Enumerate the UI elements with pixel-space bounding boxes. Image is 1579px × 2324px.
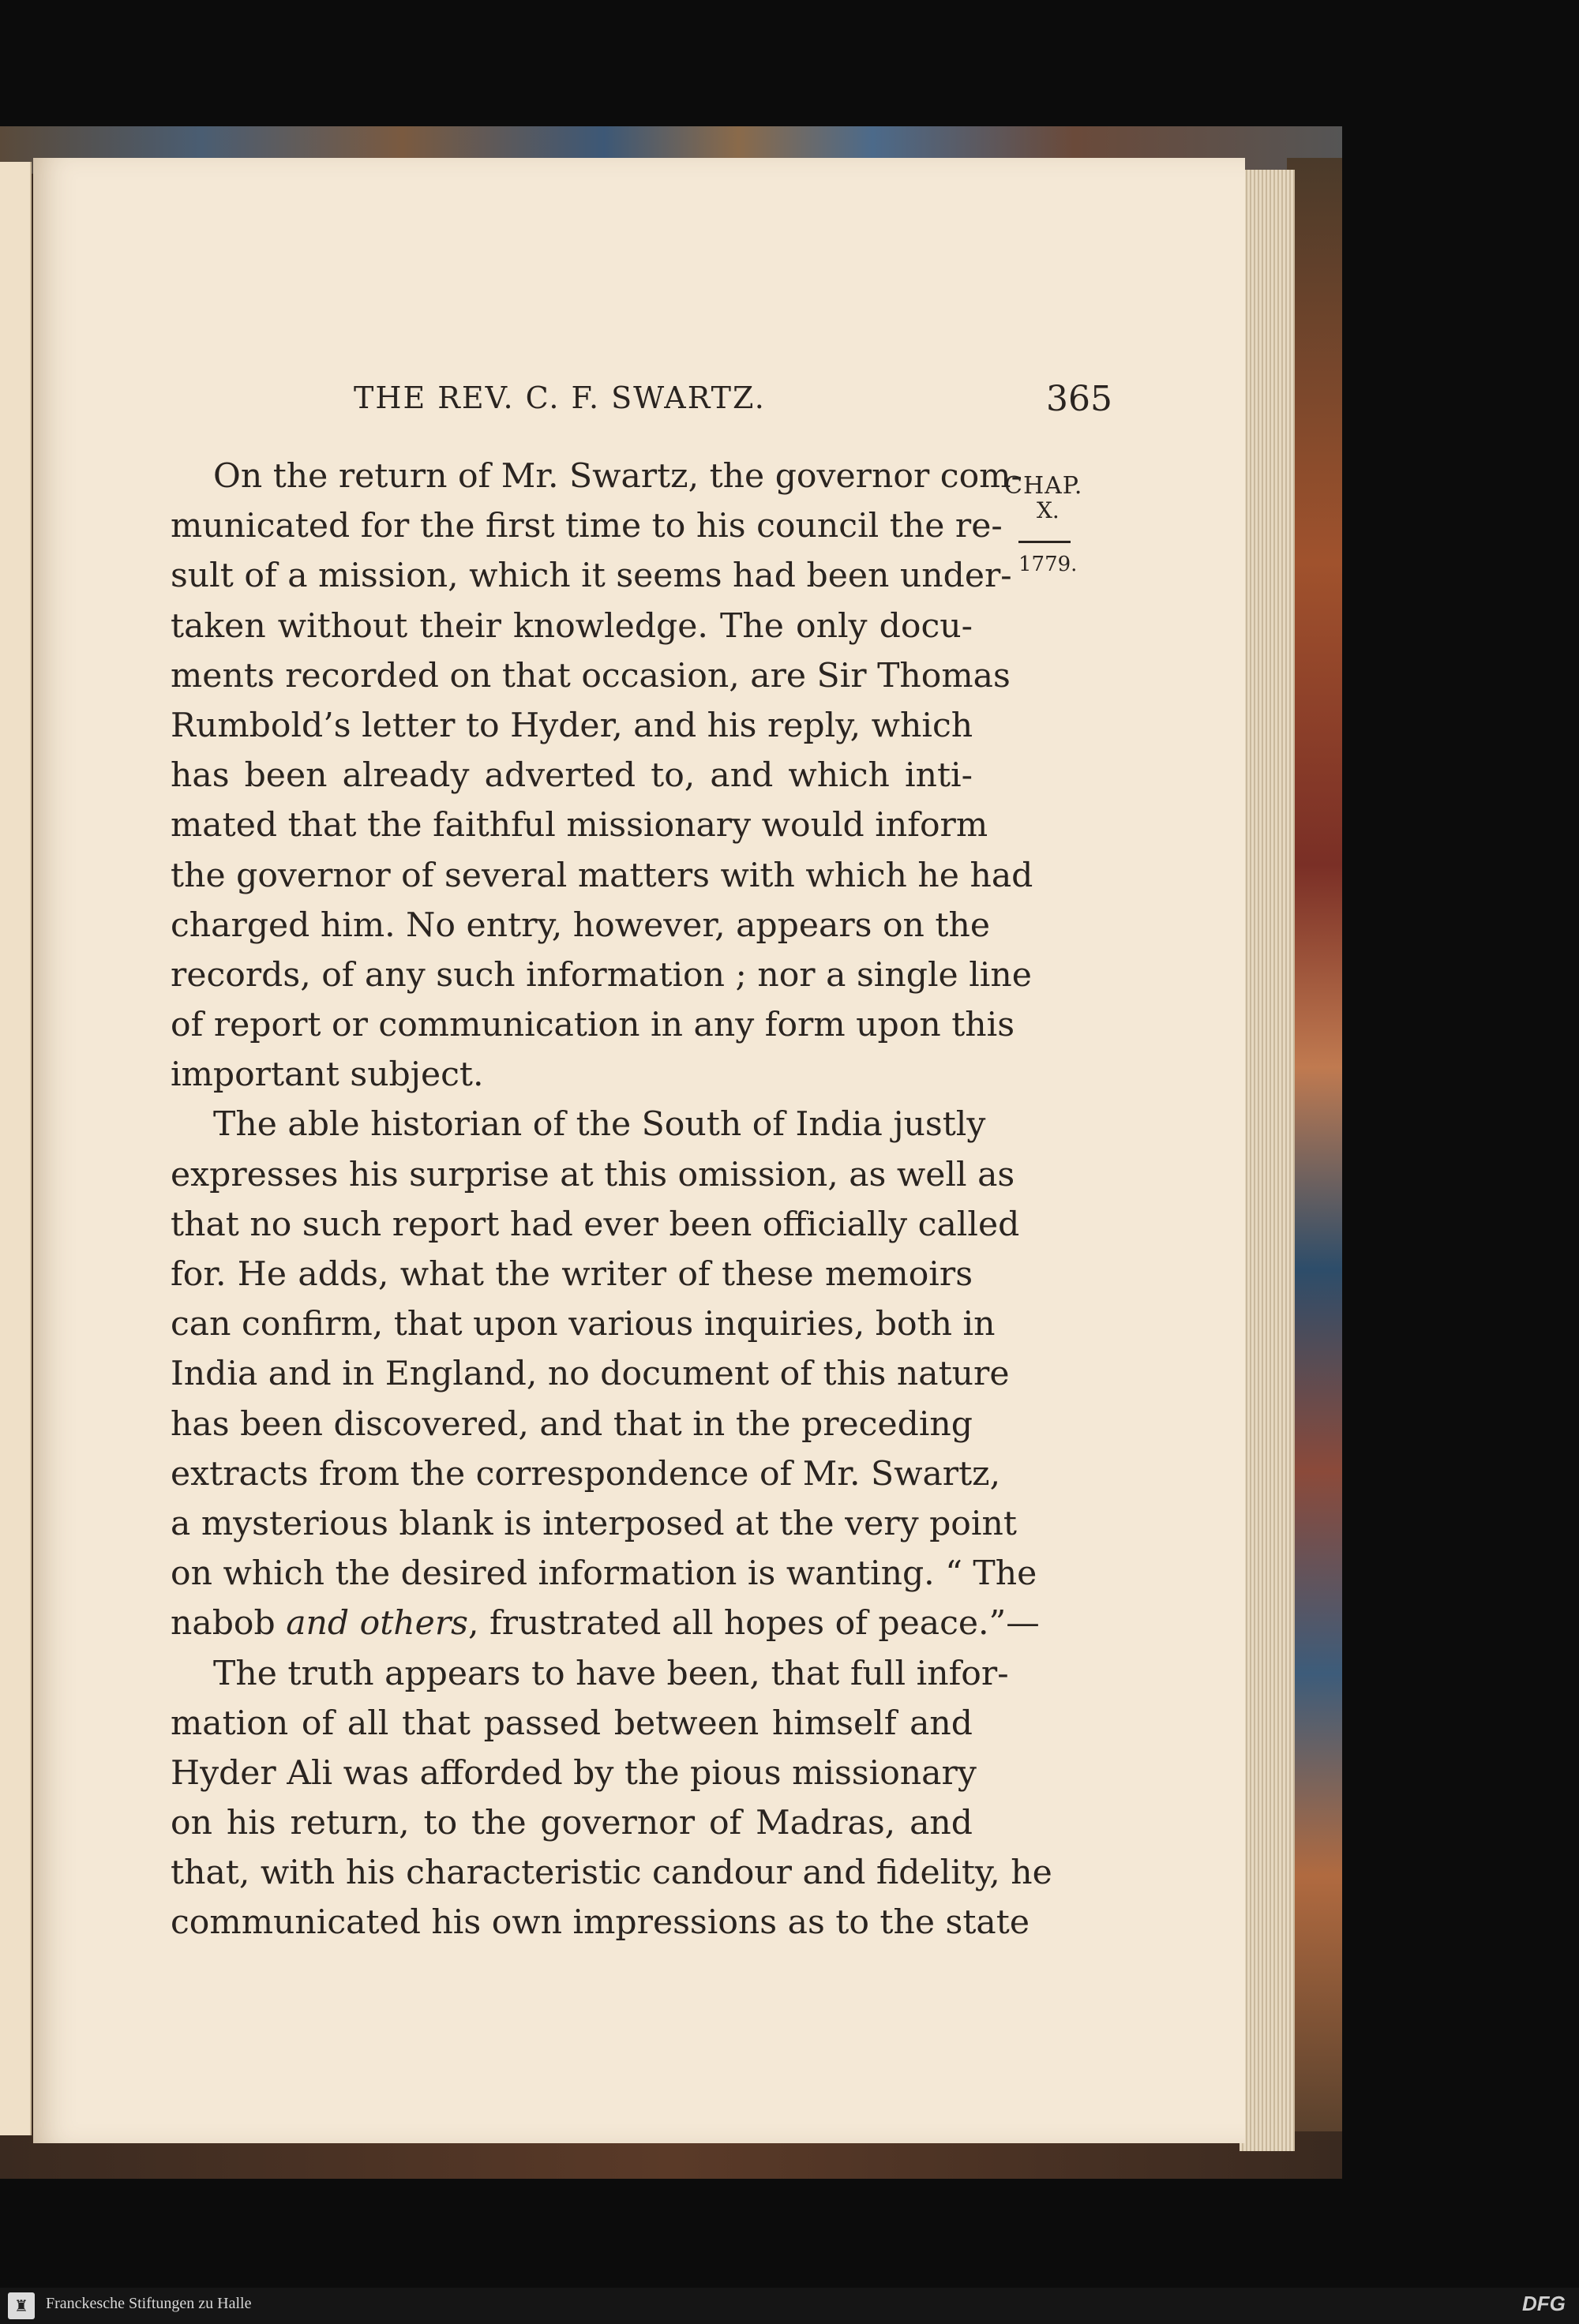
text-line: India and in England, no document of this nature xyxy=(171,1355,1010,1394)
text-line: for. He adds, what the writer of these memoirs xyxy=(171,1255,973,1294)
text-line: has been already adverted to, and which inti- xyxy=(171,756,973,796)
text-line: records, of any such information ; nor a single line xyxy=(171,955,1032,995)
text-line: on his return, to the governor of Madras, and xyxy=(171,1804,973,1843)
text-line: nabob and others, frustrated all hopes of peace.”— xyxy=(171,1604,1040,1644)
text-line: The truth appears to have been, that full infor- xyxy=(213,1654,1009,1693)
text-line: on which the desired information is wanting. “ The xyxy=(171,1554,1037,1594)
running-head: THE REV. C. F. SWARTZ. xyxy=(354,380,766,415)
text-line: extracts from the correspondence of Mr. Swartz, xyxy=(171,1454,1001,1494)
text-line: Hyder Ali was afforded by the pious missionary xyxy=(171,1753,977,1793)
text-line: has been discovered, and that in the preceding xyxy=(171,1404,973,1444)
text-line: important subject. xyxy=(171,1055,484,1095)
marbled-cover-right xyxy=(1287,158,1342,2179)
text-line: Rumbold’s letter to Hyder, and his reply, which xyxy=(171,706,973,745)
text-line: mation of all that passed between himself and xyxy=(171,1704,973,1743)
text-line: The able historian of the South of India justly xyxy=(213,1105,986,1145)
text-line: communicated his own impressions as to the state xyxy=(171,1903,1030,1943)
text-line: that, with his characteristic candour and fidelity, he xyxy=(171,1854,1052,1893)
text-line: charged him. No entry, however, appears on the xyxy=(171,905,991,945)
footer-institution: Franckesche Stiftungen zu Halle xyxy=(46,2295,252,2312)
text-line: can confirm, that upon various inquiries, both in xyxy=(171,1305,996,1344)
text-line: ments recorded on that occasion, are Sir Thomas xyxy=(171,656,1011,695)
text-line: that no such report had ever been officially called xyxy=(171,1205,1020,1244)
text-line: sult of a mission, which it seems had been under- xyxy=(171,557,1012,596)
text-line: the governor of several matters with which he had xyxy=(171,856,1033,895)
margin-rule xyxy=(1018,541,1071,543)
text-line: a mysterious blank is interposed at the very point xyxy=(171,1504,1017,1543)
margin-year: 1779. xyxy=(1018,553,1078,576)
text-line: of report or communication in any form upon this xyxy=(171,1006,1015,1045)
text-line: expresses his surprise at this omission, as well as xyxy=(171,1155,1015,1194)
text-line: municated for the first time to his council the re- xyxy=(171,507,1003,546)
dfg-logo: DFG xyxy=(1522,2292,1566,2315)
facing-page-edge xyxy=(0,162,32,2135)
page-number: 365 xyxy=(1046,379,1112,419)
institution-crest-icon: ♜ xyxy=(8,2292,35,2319)
text-line: mated that the faithful missionary would inform xyxy=(171,806,988,845)
margin-chapter-numeral: X. xyxy=(1037,497,1060,523)
margin-chapter-label: CHAP. xyxy=(1004,472,1083,500)
text-line: taken without their knowledge. The only docu- xyxy=(171,606,973,646)
text-line: On the return of Mr. Swartz, the governor com- xyxy=(213,457,1022,496)
page-block-edges xyxy=(1240,170,1295,2151)
